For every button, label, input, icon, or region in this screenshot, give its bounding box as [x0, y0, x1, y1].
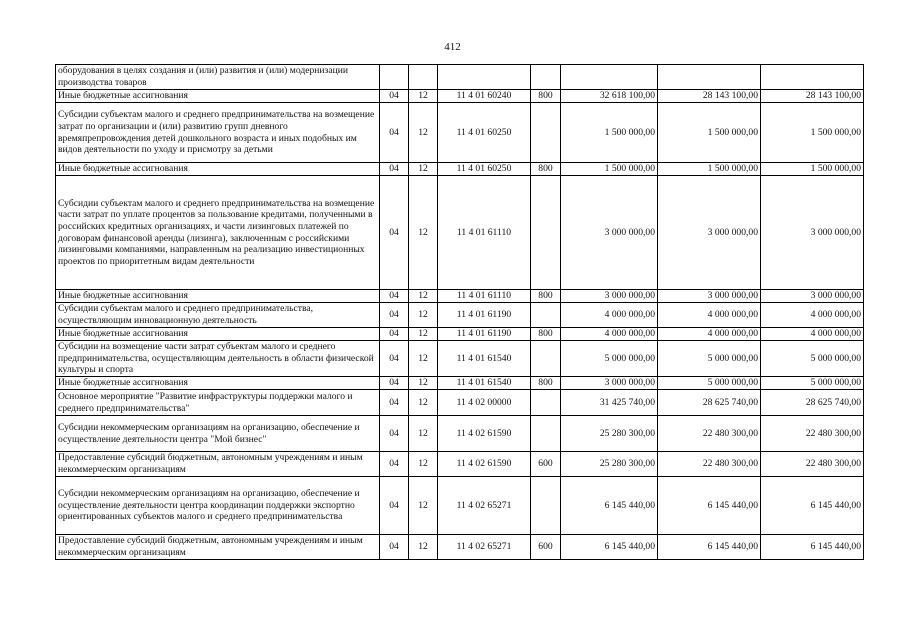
cell-target-article: 11 4 02 61590	[438, 452, 531, 477]
row-name: Субсидии на возмещение части затрат субъектам малого и среднего предпринимательства, осуществляющим деятельность в области физической культуры и спорта	[56, 341, 380, 377]
cell-target-article: 11 4 01 61110	[438, 176, 531, 290]
cell-section	[380, 65, 409, 90]
cell-expense-type	[531, 65, 561, 90]
cell-target-article: 11 4 02 65271	[438, 477, 531, 535]
cell-amount-1: 32 618 100,00	[561, 90, 658, 103]
cell-expense-type	[531, 416, 561, 452]
cell-subsection: 12	[409, 390, 438, 416]
cell-expense-type	[531, 303, 561, 328]
cell-amount-2: 4 000 000,00	[658, 303, 761, 328]
row-name: Субсидии субъектам малого и среднего предпринимательства, осуществляющим инновационную деятельность	[56, 303, 380, 328]
cell-target-article: 11 4 02 61590	[438, 416, 531, 452]
table-row	[56, 341, 864, 377]
row-name: Иные бюджетные ассигнования	[56, 290, 380, 303]
cell-amount-2: 28 143 100,00	[658, 90, 761, 103]
cell-amount-1: 1 500 000,00	[561, 103, 658, 163]
cell-section: 04	[380, 103, 409, 163]
cell-amount-3: 4 000 000,00	[761, 303, 864, 328]
cell-expense-type	[531, 176, 561, 290]
cell-subsection: 12	[409, 328, 438, 341]
cell-amount-2: 6 145 440,00	[658, 477, 761, 535]
cell-amount-1: 31 425 740,00	[561, 390, 658, 416]
budget-table	[55, 64, 864, 560]
cell-expense-type: 800	[531, 377, 561, 390]
cell-expense-type	[531, 341, 561, 377]
cell-section: 04	[380, 90, 409, 103]
table-row	[56, 65, 864, 90]
cell-amount-2: 1 500 000,00	[658, 163, 761, 176]
table-row	[56, 535, 864, 560]
cell-section: 04	[380, 416, 409, 452]
cell-subsection: 12	[409, 290, 438, 303]
cell-amount-3: 28 143 100,00	[761, 90, 864, 103]
cell-amount-2: 3 000 000,00	[658, 290, 761, 303]
cell-section: 04	[380, 328, 409, 341]
cell-amount-1: 6 145 440,00	[561, 477, 658, 535]
row-name: оборудования в целях создания и (или) развития и (или) модернизации производства товаров	[56, 65, 380, 90]
cell-amount-3: 5 000 000,00	[761, 341, 864, 377]
table-row	[56, 290, 864, 303]
table-row	[56, 477, 864, 535]
cell-amount-2: 22 480 300,00	[658, 416, 761, 452]
cell-amount-1: 4 000 000,00	[561, 303, 658, 328]
cell-expense-type: 800	[531, 90, 561, 103]
table-row	[56, 328, 864, 341]
cell-target-article: 11 4 02 00000	[438, 390, 531, 416]
cell-section: 04	[380, 303, 409, 328]
cell-amount-1: 4 000 000,00	[561, 328, 658, 341]
row-name: Предоставление субсидий бюджетным, автономным учреждениям и иным некоммерческим организациям	[56, 535, 380, 560]
row-name: Иные бюджетные ассигнования	[56, 163, 380, 176]
cell-amount-1: 1 500 000,00	[561, 163, 658, 176]
row-name: Иные бюджетные ассигнования	[56, 377, 380, 390]
cell-section: 04	[380, 377, 409, 390]
cell-amount-3: 6 145 440,00	[761, 477, 864, 535]
table-row	[56, 303, 864, 328]
row-name: Предоставление субсидий бюджетным, автономным учреждениям и иным некоммерческим организациям	[56, 452, 380, 477]
table-row	[56, 452, 864, 477]
cell-target-article: 11 4 01 61540	[438, 341, 531, 377]
cell-section: 04	[380, 176, 409, 290]
cell-amount-3: 4 000 000,00	[761, 328, 864, 341]
cell-expense-type: 800	[531, 163, 561, 176]
cell-section: 04	[380, 163, 409, 176]
cell-section: 04	[380, 535, 409, 560]
cell-amount-2: 1 500 000,00	[658, 103, 761, 163]
cell-section: 04	[380, 341, 409, 377]
cell-expense-type	[531, 103, 561, 163]
cell-amount-3: 6 145 440,00	[761, 535, 864, 560]
cell-subsection: 12	[409, 176, 438, 290]
cell-section: 04	[380, 452, 409, 477]
cell-amount-1	[561, 65, 658, 90]
cell-amount-1: 3 000 000,00	[561, 290, 658, 303]
cell-subsection: 12	[409, 90, 438, 103]
row-name: Субсидии субъектам малого и среднего предпринимательства на возмещение затрат по организации и (или) развитию групп дневного времяпрепровождения детей дошкольного возраста и иных подобных им видов деятельности по уходу и присмотру за детьми	[56, 103, 380, 163]
row-name: Субсидии субъектам малого и среднего предпринимательства на возмещение части затрат по уплате процентов за пользование кредитами, полученными в российских кредитных организациях, и части лизинговых платежей по договорам финансовой аренды (лизинга), заключенным с российскими лизинговыми компаниями, направленным на реализацию инвестиционных проектов по приоритетным видам деятельности	[56, 176, 380, 290]
cell-amount-3	[761, 65, 864, 90]
cell-subsection	[409, 65, 438, 90]
row-name: Субсидии некоммерческим организациям на организацию, обеспечение и осуществление деятельности центра "Мой бизнес"	[56, 416, 380, 452]
cell-amount-2: 28 625 740,00	[658, 390, 761, 416]
cell-subsection: 12	[409, 535, 438, 560]
cell-section: 04	[380, 390, 409, 416]
cell-target-article: 11 4 01 60250	[438, 163, 531, 176]
cell-amount-2: 22 480 300,00	[658, 452, 761, 477]
cell-amount-1: 3 000 000,00	[561, 377, 658, 390]
cell-subsection: 12	[409, 452, 438, 477]
cell-amount-1: 25 280 300,00	[561, 416, 658, 452]
cell-expense-type: 600	[531, 452, 561, 477]
cell-amount-3: 3 000 000,00	[761, 176, 864, 290]
table-row	[56, 176, 864, 290]
cell-amount-2	[658, 65, 761, 90]
cell-amount-3: 22 480 300,00	[761, 416, 864, 452]
page-number: 412	[444, 41, 461, 53]
cell-target-article	[438, 65, 531, 90]
cell-target-article: 11 4 02 65271	[438, 535, 531, 560]
table-row	[56, 416, 864, 452]
cell-subsection: 12	[409, 416, 438, 452]
table-row	[56, 377, 864, 390]
table-row	[56, 103, 864, 163]
cell-amount-2: 5 000 000,00	[658, 377, 761, 390]
cell-amount-2: 5 000 000,00	[658, 341, 761, 377]
cell-expense-type: 600	[531, 535, 561, 560]
row-name: Субсидии некоммерческим организациям на организацию, обеспечение и осуществление деятельности центра координации поддержки экспортно ориентированных субъектов малого и среднего предпринимательства	[56, 477, 380, 535]
cell-amount-3: 5 000 000,00	[761, 377, 864, 390]
cell-amount-3: 3 000 000,00	[761, 290, 864, 303]
cell-subsection: 12	[409, 341, 438, 377]
cell-amount-1: 6 145 440,00	[561, 535, 658, 560]
cell-expense-type	[531, 390, 561, 416]
cell-subsection: 12	[409, 303, 438, 328]
cell-expense-type	[531, 477, 561, 535]
cell-target-article: 11 4 01 60240	[438, 90, 531, 103]
table-row	[56, 90, 864, 103]
cell-amount-1: 3 000 000,00	[561, 176, 658, 290]
cell-target-article: 11 4 01 61540	[438, 377, 531, 390]
cell-amount-2: 6 145 440,00	[658, 535, 761, 560]
cell-expense-type: 800	[531, 290, 561, 303]
cell-expense-type: 800	[531, 328, 561, 341]
cell-target-article: 11 4 01 61110	[438, 290, 531, 303]
cell-amount-2: 4 000 000,00	[658, 328, 761, 341]
cell-amount-3: 1 500 000,00	[761, 103, 864, 163]
cell-subsection: 12	[409, 163, 438, 176]
row-name: Иные бюджетные ассигнования	[56, 90, 380, 103]
cell-section: 04	[380, 477, 409, 535]
row-name: Основное мероприятие "Развитие инфраструктуры поддержки малого и среднего предпринимательства"	[56, 390, 380, 416]
cell-amount-1: 25 280 300,00	[561, 452, 658, 477]
cell-target-article: 11 4 01 60250	[438, 103, 531, 163]
table-row	[56, 163, 864, 176]
cell-amount-3: 1 500 000,00	[761, 163, 864, 176]
cell-amount-3: 22 480 300,00	[761, 452, 864, 477]
cell-target-article: 11 4 01 61190	[438, 303, 531, 328]
row-name: Иные бюджетные ассигнования	[56, 328, 380, 341]
cell-subsection: 12	[409, 377, 438, 390]
table-row	[56, 390, 864, 416]
cell-amount-1: 5 000 000,00	[561, 341, 658, 377]
cell-amount-3: 28 625 740,00	[761, 390, 864, 416]
cell-amount-2: 3 000 000,00	[658, 176, 761, 290]
cell-section: 04	[380, 290, 409, 303]
cell-subsection: 12	[409, 477, 438, 535]
cell-subsection: 12	[409, 103, 438, 163]
cell-target-article: 11 4 01 61190	[438, 328, 531, 341]
